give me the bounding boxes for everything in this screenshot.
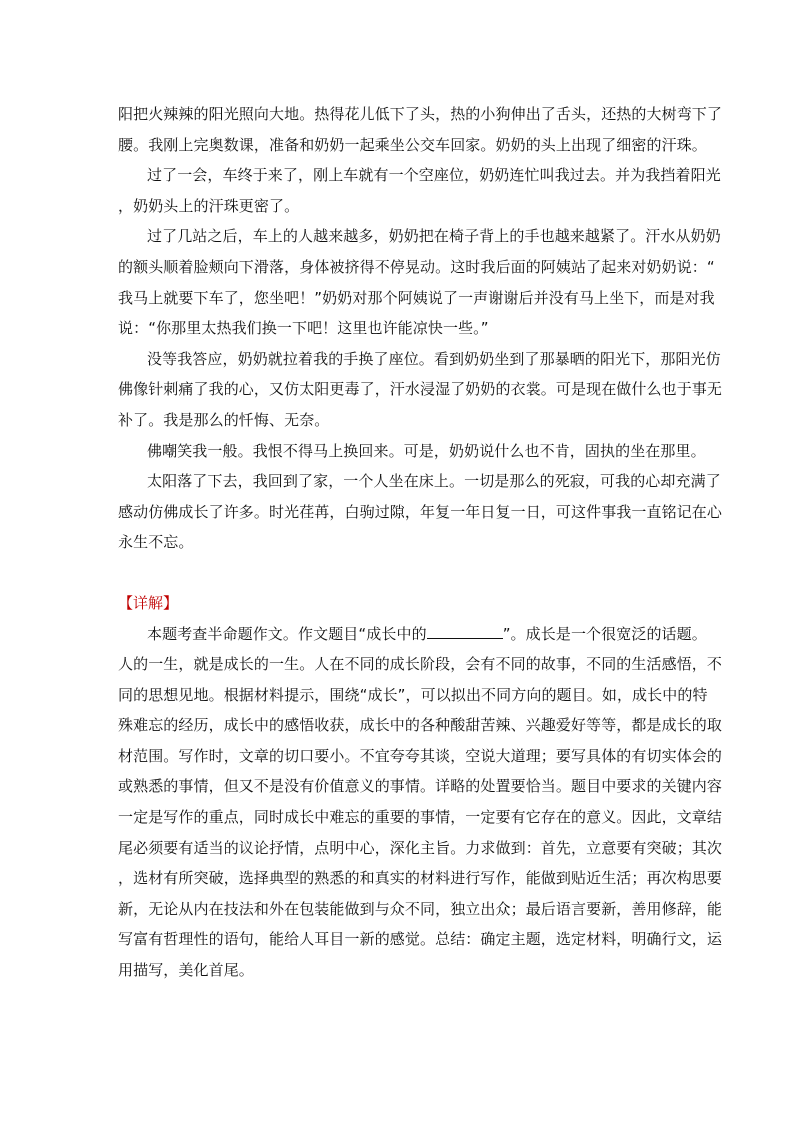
text-line: 过了几站之后，车上的人越来越多，奶奶把在椅子背上的手也越来越紧了。汗水从奶奶 [147, 227, 721, 246]
text-line: 佛嘲笑我一般。我恨不得马上换回来。可是，奶奶说什么也不肯，固执的坐在那里。 [147, 441, 706, 460]
text-segment: ”。成长是一个很宽泛的话题。 [502, 624, 707, 643]
text-line [118, 619, 707, 650]
document-page [118, 99, 723, 986]
text-line: 材范围。写作时，文章的切口要小。不宜夸夸其谈，空说大道理；要写具体的有切实体会的 [118, 746, 723, 765]
text-line: 用描写，美化首尾。 [118, 961, 254, 980]
text-line: 写富有哲理性的语句，能给人耳目一新的感觉。总结：确定主题，选定材料，明确行文，运 [118, 930, 723, 949]
essay-paragraph [118, 99, 723, 160]
text-line: 我马上就要下车了，您坐吧！”奶奶对那个阿姨说了一声谢谢后并没有马上坐下，而是对我 [118, 288, 715, 307]
section-gap [118, 558, 680, 588]
text-line: 感动仿佛成长了许多。时光荏苒，白驹过隙，年复一年日复一日，可这件事我一直铭记在心 [118, 502, 723, 521]
text-segment: 本题考查半命题作文。作文题目“成长中的 [147, 624, 427, 643]
essay-paragraph [118, 221, 721, 343]
text-line: 的额头顺着脸颊向下滑落，身体被挤得不停晃动。这时我后面的阿姨站了起来对奶奶说：“ [118, 257, 715, 276]
text-line: 过了一会，车终于来了，刚上车就有一个空座位，奶奶连忙叫我过去。并为我挡着阳光 [147, 166, 721, 185]
essay-paragraph [118, 344, 723, 436]
text-line: 人的一生，就是成长的一生。人在不同的成长阶段，会有不同的故事，不同的生活感悟，不 [118, 655, 723, 674]
text-line: 殊难忘的经历，成长中的感悟收获，成长中的各种酸甜苦辣、兴趣爱好等等，都是成长的取 [118, 716, 723, 735]
detail-paragraph [118, 619, 723, 986]
text-line: 补了。我是那么的忏悔、无奈。 [118, 410, 330, 429]
text-line: 佛像针刺痛了我的心，又仿太阳更毒了，汗水浸湿了奶奶的衣裳。可是现在做什么也于事无 [118, 380, 723, 399]
text-line: 一定是写作的重点，同时成长中难忘的重要的事情，一定要有它存在的意义。因此，文章结 [118, 808, 723, 827]
text-line: ，选材有所突破，选择典型的熟悉的和真实的材料进行写作，能做到贴近生活；再次构思要 [118, 869, 723, 888]
text-line: 没等我答应，奶奶就拉着我的手换了座位。看到奶奶坐到了那暴晒的阳光下，那阳光仿 [147, 349, 721, 368]
text-line: 或熟悉的事情，但又不是没有价值意义的事情。详略的处置要恰当。题目中要求的关键内容 [118, 777, 723, 796]
text-line: 腰。我刚上完奥数课，准备和奶奶一起乘坐公交车回家。奶奶的头上出现了细密的汗珠。 [118, 135, 707, 154]
text-line: ，奶奶头上的汗珠更密了。 [118, 196, 300, 215]
text-line: 永生不忘。 [118, 533, 194, 552]
text-line: 新，无论从内在技法和外在包装能做到与众不同，独立出众；最后语言要新，善用修辞，能 [118, 899, 723, 918]
essay-paragraph [118, 160, 721, 221]
text-line: 阳把火辣辣的阳光照向大地。热得花儿低下了头，热的小狗伸出了舌头，还热的大树弯下了 [118, 105, 723, 123]
fill-blank [427, 624, 503, 639]
text-line: 说：“你那里太热我们换一下吧！这里也许能凉快一些。” [118, 319, 489, 338]
essay-paragraph [118, 436, 706, 467]
essay-paragraph [118, 466, 723, 558]
text-line: 同的思想见地。根据材料提示，围绕“成长”，可以拟出不同方向的题目。如，成长中的特 [118, 685, 708, 704]
text-line: 太阳落了下去，我回到了家，一个人坐在床上。一切是那么的死寂，可我的心却充满了 [147, 472, 721, 491]
detail-heading: 【详解】 [118, 593, 179, 612]
text-line: 尾必须要有适当的议论抒情，点明中心，深化主旨。力求做到：首先，立意要有突破；其次 [118, 838, 723, 857]
